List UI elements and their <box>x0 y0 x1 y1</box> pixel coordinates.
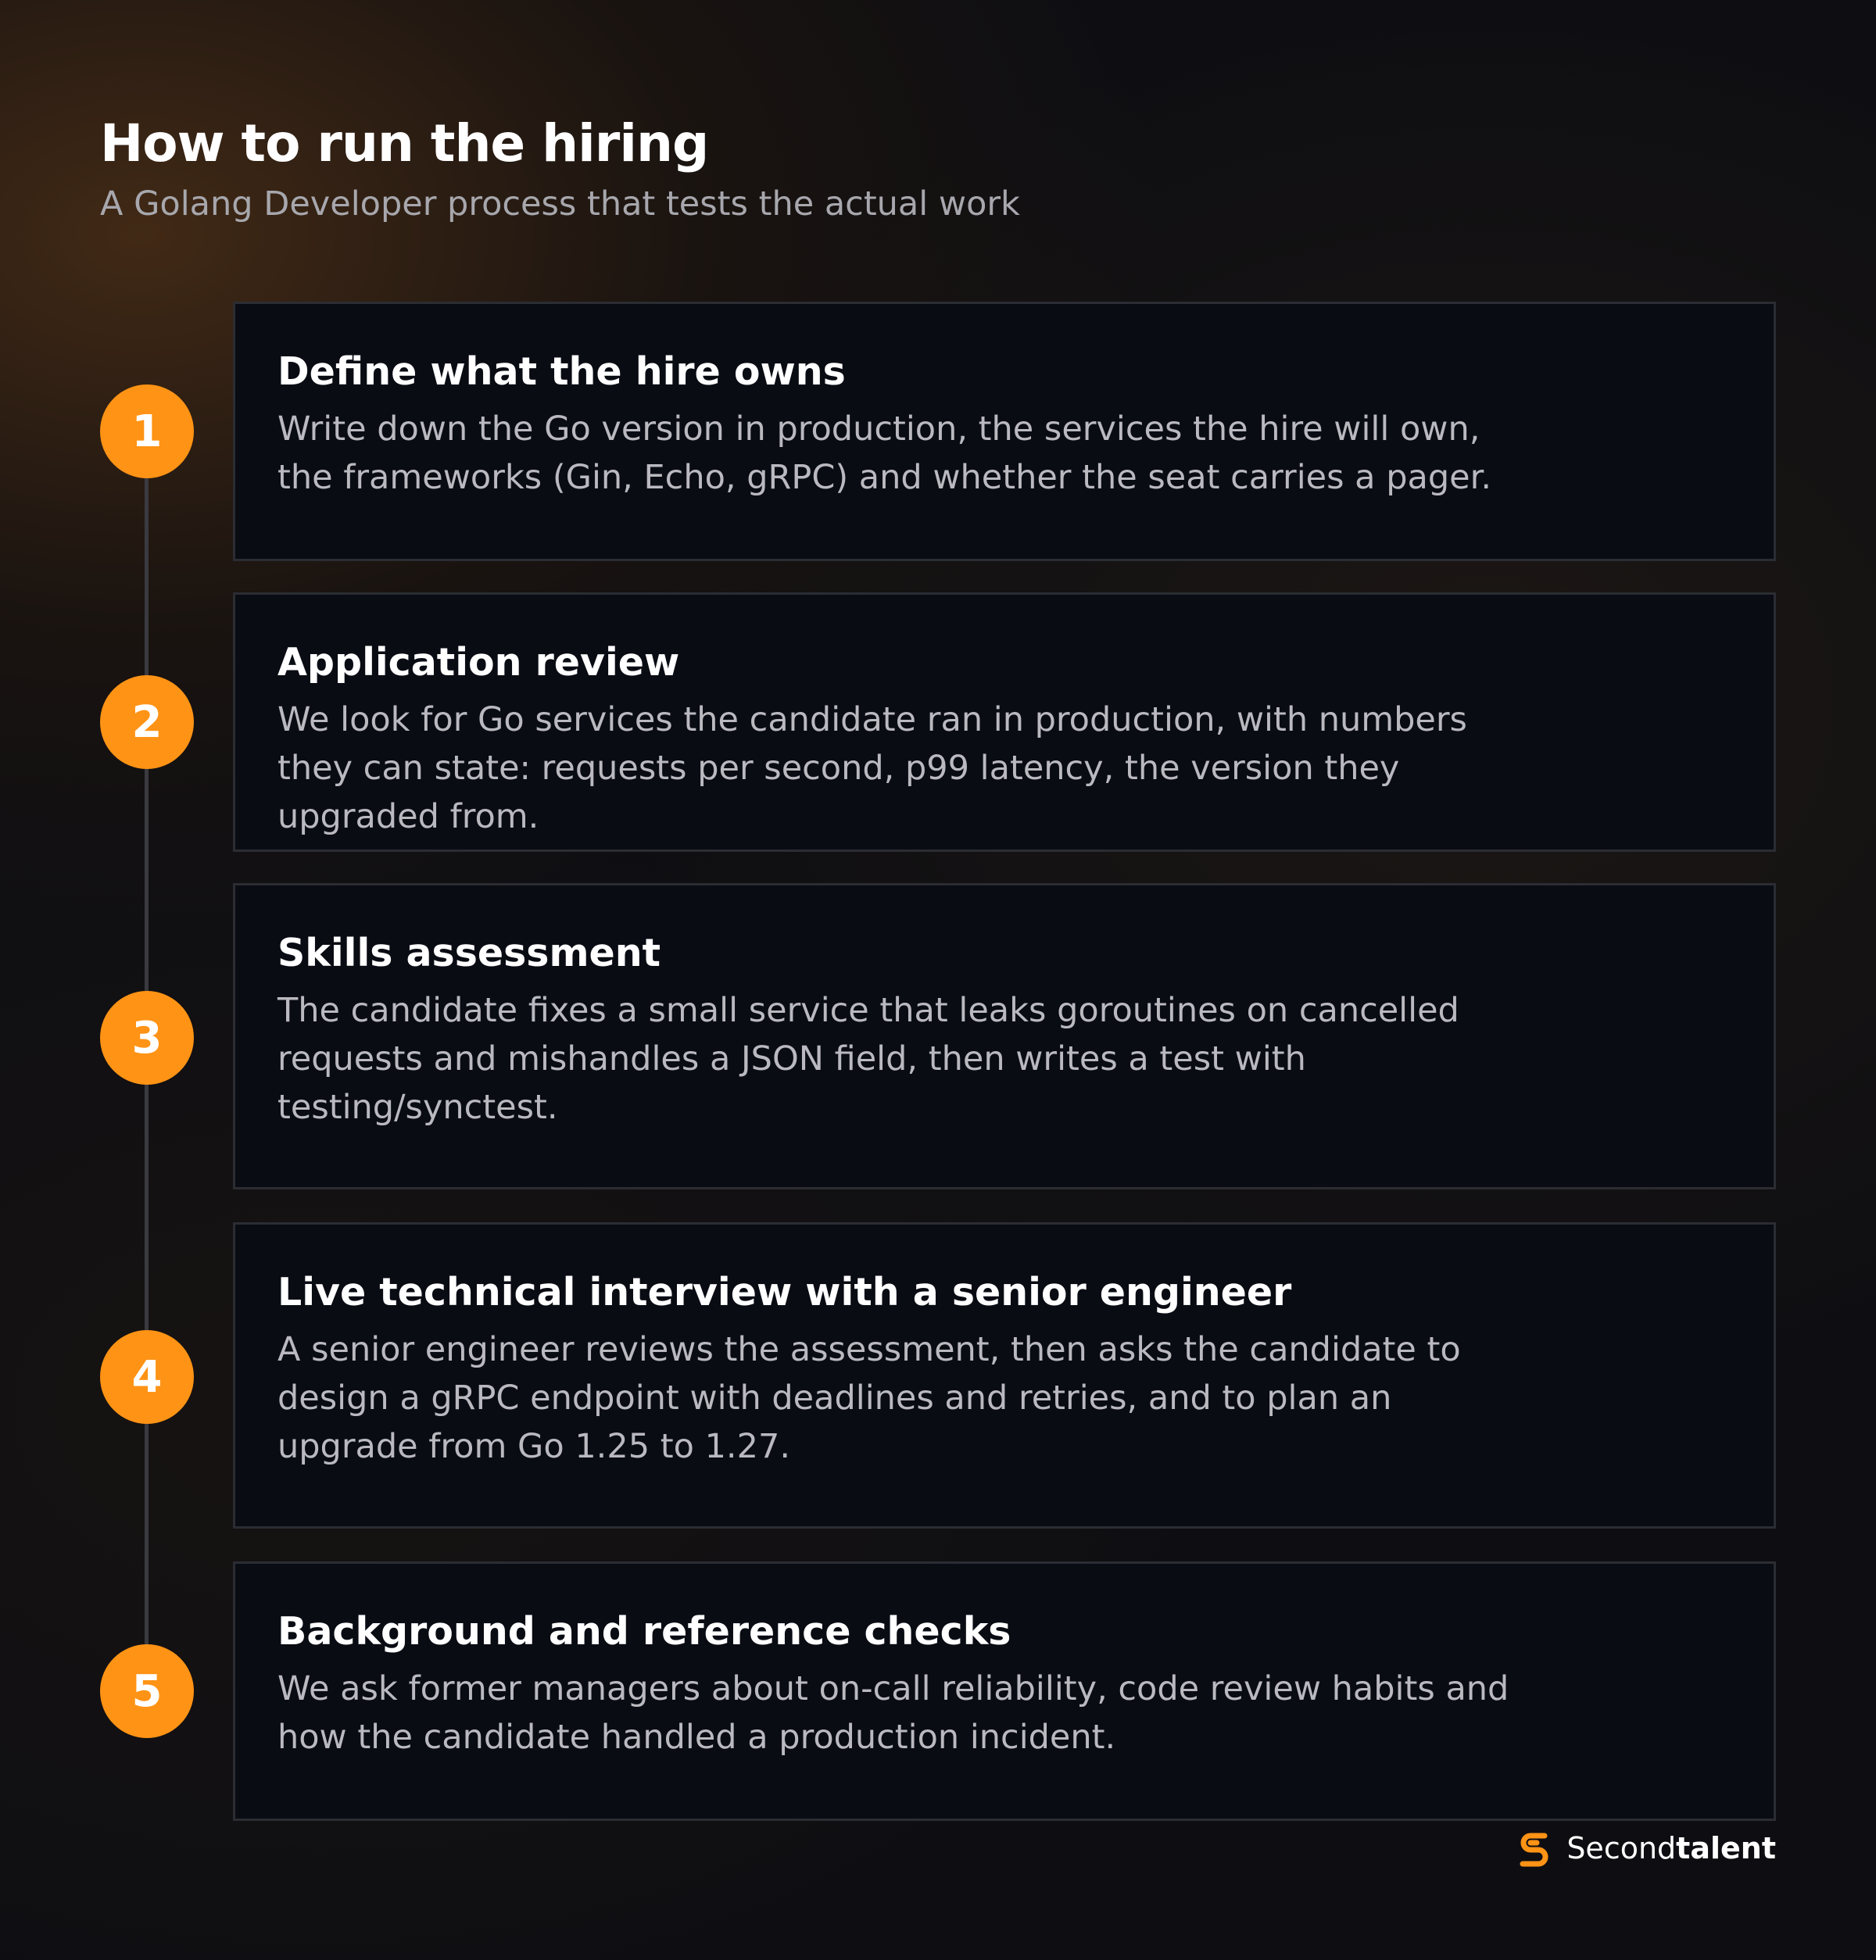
brand-name-bold: talent <box>1676 1831 1776 1865</box>
step-description: A senior engineer reviews the assessment, then asks the candidate to design a gRPC endpoint with deadlines and retries, and to plan an upgrade from Go 1.25 to 1.27. <box>277 1329 1461 1466</box>
step-number-badge: 5 <box>100 1644 194 1738</box>
step-description: We ask former managers about on-call reliability, code review habits and how the candidate handled a production incident. <box>277 1669 1509 1757</box>
step-card <box>233 1222 1776 1529</box>
step-title: Application review <box>277 640 680 685</box>
step-number-badge: 4 <box>100 1330 194 1424</box>
page-title: How to run the hiring <box>100 113 709 173</box>
step-description: Write down the Go version in production, the services the hire will own, the frameworks (Gin, Echo, gRPC) and whether the seat carries a pager. <box>277 409 1491 497</box>
step-title: Background and reference checks <box>277 1609 1011 1654</box>
brand-name <box>1566 1831 1776 1865</box>
step-number-badge: 3 <box>100 991 194 1085</box>
step-number-badge: 1 <box>100 384 194 478</box>
step-card <box>233 883 1776 1189</box>
step-title: Live technical interview with a senior engineer <box>277 1270 1292 1314</box>
step-description: The candidate fixes a small service that leaks goroutines on cancelled requests and mishandles a JSON field, then writes a test with testing/synctest. <box>277 990 1459 1127</box>
page-subtitle: A Golang Developer process that tests the actual work <box>100 184 1020 224</box>
brand-logo <box>1513 1827 1776 1869</box>
step-description: We look for Go services the candidate ran in production, with numbers they can state: requests per second, p99 latency, the version they upgraded from. <box>277 699 1467 836</box>
step-card <box>233 1561 1776 1821</box>
step-title: Define what the hire owns <box>277 349 846 394</box>
step-card <box>233 592 1776 852</box>
step-card <box>233 302 1776 561</box>
step-title: Skills assessment <box>277 931 661 975</box>
brand-name-light: Second <box>1566 1831 1677 1865</box>
step-number-badge: 2 <box>100 675 194 769</box>
secondtalent-logo-icon <box>1513 1827 1556 1869</box>
